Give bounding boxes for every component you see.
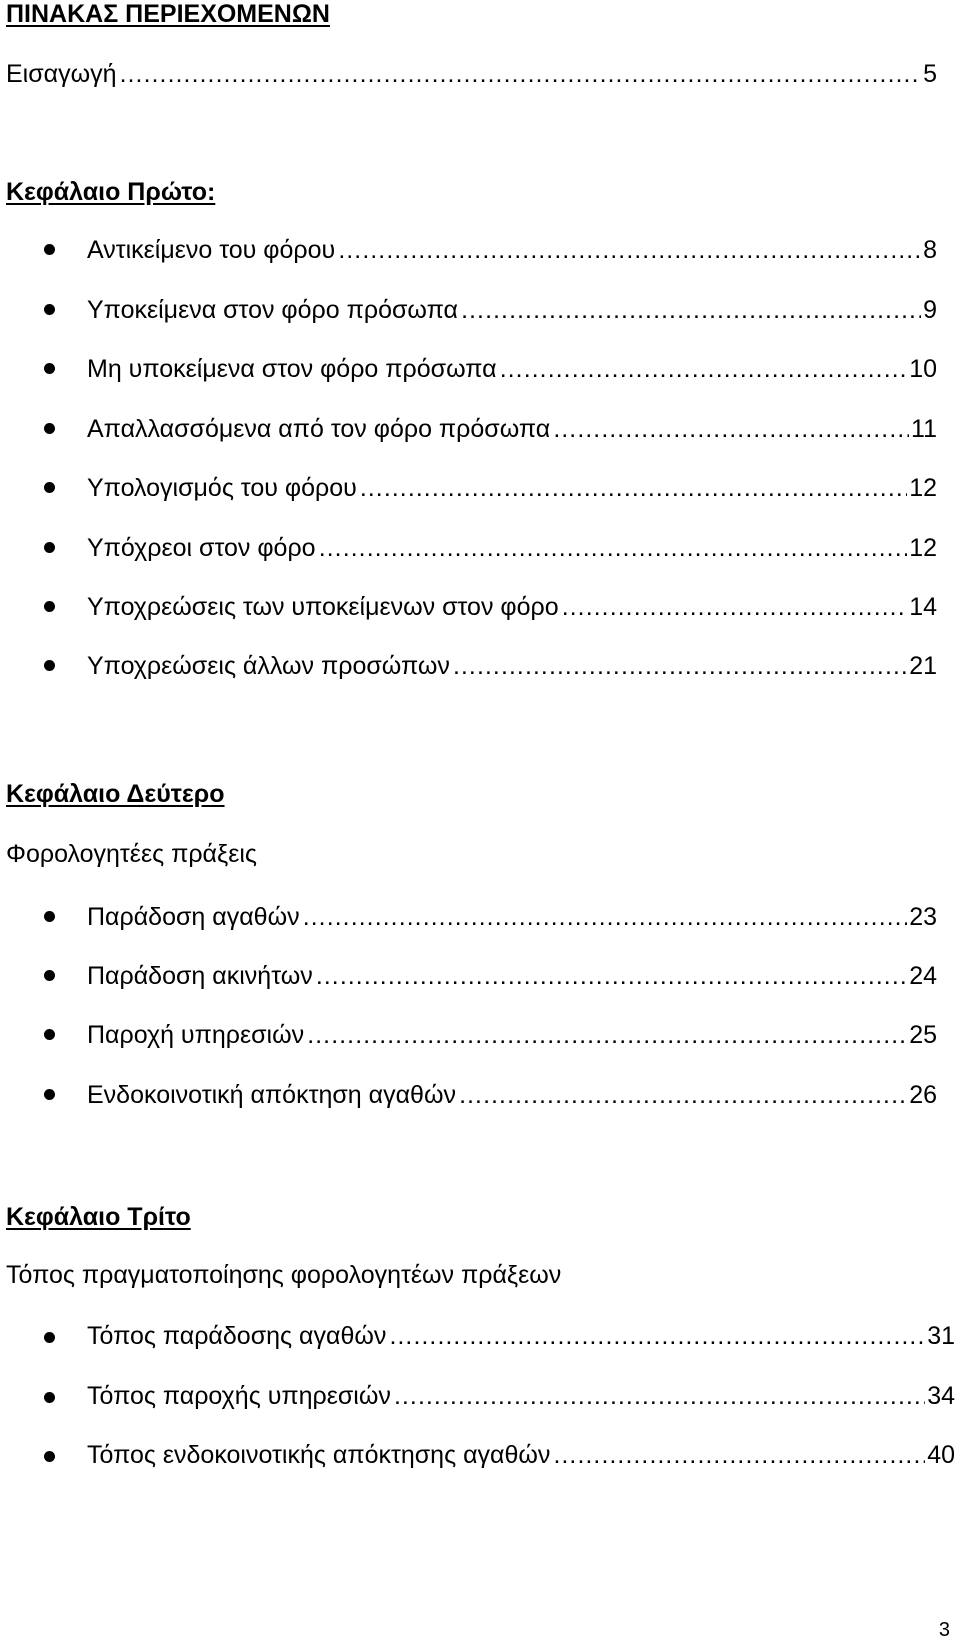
dot-leader [337, 236, 921, 265]
dot-leader [318, 534, 908, 563]
bullet-icon [44, 970, 55, 981]
toc-entry-label: Τόπος ενδοκοινοτικής απόκτησης αγαθών [87, 1441, 551, 1469]
dot-leader [460, 296, 921, 325]
toc-entry-page: 40 [927, 1441, 955, 1469]
toc-title: ΠΙΝΑΚΑΣ ΠΕΡΙΕΧΟΜΕΝΩΝ [6, 0, 330, 28]
bullet-icon [44, 660, 55, 671]
toc-entry-label: Απαλλασσόμενα από τον φόρο πρόσωπα [87, 415, 551, 443]
dot-leader [552, 415, 909, 444]
dot-leader [388, 1322, 925, 1351]
toc-entry-label: Τόπος παροχής υπηρεσιών [87, 1382, 391, 1410]
toc-entry-label: Μη υποκείμενα στον φόρο πρόσωπα [87, 355, 497, 383]
toc-entry [87, 1382, 955, 1412]
toc-entry-label: Εισαγωγή [6, 60, 117, 88]
toc-entry-label: Υπόχρεοι στον φόρο [87, 534, 316, 562]
toc-entry [87, 1021, 937, 1051]
bullet-icon [44, 1029, 55, 1040]
toc-entry [87, 1441, 955, 1471]
toc-entry-label: Υποκείμενα στον φόρο πρόσωπα [87, 296, 458, 324]
bullet-icon [44, 1451, 55, 1462]
bullet-icon [44, 911, 55, 922]
toc-entry-page: 8 [923, 236, 937, 264]
bullet-icon [44, 601, 55, 612]
toc-entry-label: Ενδοκοινοτική απόκτηση αγαθών [87, 1081, 456, 1109]
bullet-icon [44, 363, 55, 374]
dot-leader [315, 962, 907, 991]
toc-entry [87, 474, 937, 504]
dot-leader [306, 1021, 907, 1050]
toc-entry-label: Υποχρεώσεις των υποκείμενων στον φόρο [87, 593, 559, 621]
chapter-2-subheading: Φορολογητέες πράξεις [6, 840, 257, 868]
toc-entry-label: Αντικείμενο του φόρου [87, 236, 336, 264]
bullet-icon [44, 542, 55, 553]
chapter-3-heading: Κεφάλαιο Τρίτο [6, 1203, 191, 1231]
toc-entry-page: 21 [909, 652, 937, 680]
dot-leader [452, 652, 907, 681]
bullet-icon [44, 482, 55, 493]
bullet-icon [44, 304, 55, 315]
toc-entry [87, 355, 937, 385]
toc-entry-label: Τόπος παράδοσης αγαθών [87, 1322, 387, 1350]
toc-entry-page: 12 [909, 474, 937, 502]
toc-entry [87, 593, 937, 623]
toc-entry [87, 296, 937, 326]
chapter-3-subheading: Τόπος πραγματοποίησης φορολογητέων πράξεων [6, 1261, 562, 1289]
bullet-icon [44, 1089, 55, 1100]
toc-entry-page: 12 [909, 534, 937, 562]
toc-entry-page: 14 [909, 593, 937, 621]
toc-entry [87, 903, 937, 933]
toc-entry [87, 1081, 937, 1111]
toc-entry-label: Παροχή υπηρεσιών [87, 1021, 305, 1049]
chapter-2-heading: Κεφάλαιο Δεύτερο [6, 780, 225, 808]
toc-entry-page: 5 [923, 60, 937, 88]
toc-entry-page: 9 [923, 296, 937, 324]
page-number: 3 [938, 1619, 950, 1641]
toc-entry-label: Παράδοση ακινήτων [87, 962, 313, 990]
toc-entry-page: 31 [927, 1322, 955, 1350]
dot-leader [552, 1441, 925, 1470]
toc-entry [87, 652, 937, 682]
toc-entry [87, 415, 937, 445]
dot-leader [393, 1382, 925, 1411]
toc-entry-page: 24 [909, 962, 937, 990]
toc-entry [87, 534, 937, 564]
toc-entry-page: 25 [909, 1021, 937, 1049]
toc-entry-label: Υπολογισμός του φόρου [87, 474, 357, 502]
bullet-icon [44, 244, 55, 255]
toc-entry [87, 962, 937, 992]
dot-leader [302, 903, 908, 932]
dot-leader [561, 593, 908, 622]
toc-entry-label: Υποχρεώσεις άλλων προσώπων [87, 652, 450, 680]
toc-entry-label: Παράδοση αγαθών [87, 903, 300, 931]
toc-entry-intro [6, 60, 937, 90]
bullet-icon [44, 1392, 55, 1403]
dot-leader [119, 60, 922, 89]
toc-entry-page: 23 [909, 903, 937, 931]
bullet-icon [44, 1332, 55, 1343]
toc-entry-page: 34 [927, 1382, 955, 1410]
toc-entry-page: 10 [909, 355, 937, 383]
toc-entry [87, 1322, 955, 1352]
dot-leader [458, 1081, 907, 1110]
dot-leader [499, 355, 908, 384]
dot-leader [359, 474, 907, 503]
toc-entry-page: 11 [911, 415, 937, 443]
bullet-icon [44, 423, 55, 434]
toc-entry-page: 26 [909, 1081, 937, 1109]
toc-entry [87, 236, 937, 266]
chapter-1-heading: Κεφάλαιο Πρώτο: [6, 178, 216, 206]
